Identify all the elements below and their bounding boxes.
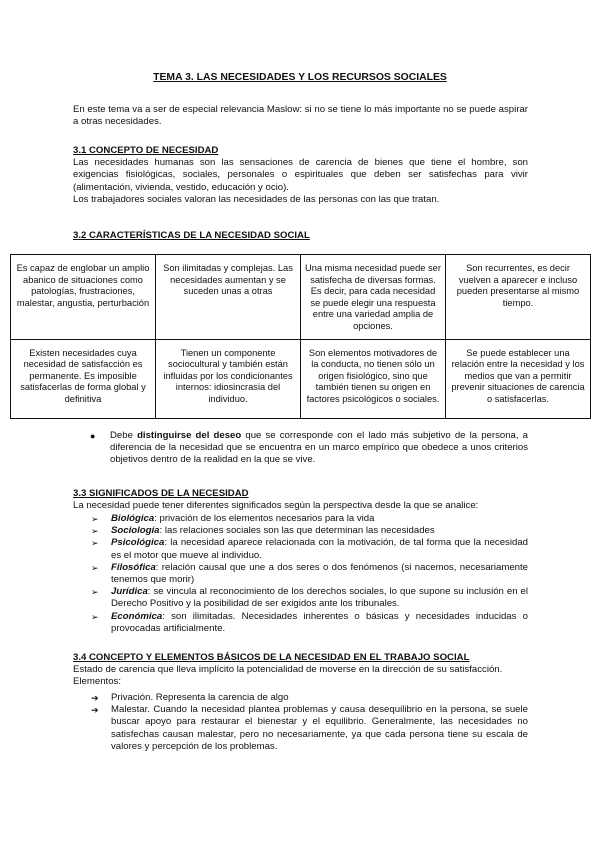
term: Económica — [111, 610, 163, 622]
definition: : relación causal que une a dos seres o dos fenómenos (si nacemos, necesariamente tenemos que morir) — [111, 561, 528, 586]
paragraph: Los trabajadores sociales valoran las necesidades de las personas con las que tratan. — [73, 193, 440, 205]
meanings-list — [91, 513, 528, 635]
table-row — [11, 339, 591, 418]
arrow-bullet-icon: ➢ — [91, 526, 99, 537]
arrow-bullet-icon: ➢ — [91, 562, 99, 573]
arrow-bullet-icon: ➔ — [91, 705, 99, 716]
list-item — [91, 525, 528, 537]
table-cell: Tienen un componente sociocultural y también están influidas por los condicionantes internos: idiosincrasia del individuo. — [156, 339, 301, 418]
list-item — [91, 537, 528, 561]
section-3-2-heading — [73, 230, 528, 242]
table-cell: Una misma necesidad puede ser satisfecha de diversas formas. Es decir, para cada necesidad se puede elegir una respuesta entre una variedad amplia de opciones. — [301, 255, 446, 340]
term: Psicológica — [111, 537, 165, 549]
term: Jurídica — [111, 586, 148, 598]
section-heading: 3.1 CONCEPTO DE NECESIDAD — [73, 145, 219, 156]
bullet-list — [90, 430, 528, 467]
list-item — [91, 611, 528, 635]
section-heading: 3.4 CONCEPTO Y ELEMENTOS BÁSICOS DE LA NECESIDAD EN EL TRABAJO SOCIAL — [73, 652, 470, 663]
characteristics-table — [10, 254, 591, 419]
definition: : se vincula al reconocimiento de los derechos sociales, lo que supone su inclusión en el Derecho Positivo y la posibilidad de ser exigidos ante los tribunales. — [111, 586, 528, 610]
paragraph: Las necesidades humanas son las sensaciones de carencia de bienes que tiene el hombre, son exigencias fisiológicas, sociales, personales o espirituales que deben ser satisfechas para vivir (alimentación, vivienda, vestido, educación y ocio). — [73, 157, 528, 193]
bullet-icon: ● — [90, 431, 96, 441]
arrow-bullet-icon: ➢ — [91, 514, 99, 524]
term: Filosófica — [111, 561, 156, 573]
section-3-1 — [73, 145, 528, 206]
table-cell: Son ilimitadas y complejas. Las necesidades aumentan y se suceden unas a otras — [156, 255, 301, 340]
bullet-text: que se corresponde con el lado más subjetivo de la persona, a diferencia de la necesidad que se encuentra en un marco empírico que obedece a unos criterios objetivos dentro de la realidad en la que se vive. — [110, 430, 529, 466]
table-cell: Son recurrentes, es decir vuelven a aparecer e incluso pueden presentarse al mismo tiempo. — [446, 255, 591, 340]
table-row — [11, 255, 591, 340]
term: Sociología — [111, 525, 160, 537]
paragraph: La necesidad puede tener diferentes significados según la perspectiva desde la que se analice: — [73, 500, 479, 512]
section-3-3 — [73, 488, 528, 512]
table-cell: Se puede establecer una relación entre la necesidad y los medios que van a permitir prevenir situaciones de carencia o satisfacerlas. — [446, 339, 591, 418]
list-item — [91, 562, 528, 586]
definition: : privación de los elementos necesarios para la vida — [154, 513, 375, 524]
bullet-text: Debe — [110, 430, 138, 441]
intro-paragraph: En este tema va a ser de especial relevancia Maslow: si no se tiene lo más importante no se puede aspirar a otras necesidades. — [73, 104, 528, 128]
paragraph: Elementos: — [73, 676, 121, 688]
arrow-bullet-icon: ➢ — [91, 587, 99, 598]
element-text: Privación. Representa la carencia de algo — [111, 692, 289, 703]
arrow-bullet-icon: ➔ — [91, 693, 99, 703]
paragraph: Estado de carencia que lleva implícito la potencialidad de moverse en la dirección de su satisfacción. — [73, 664, 503, 676]
definition: : las relaciones sociales son las que determinan las necesidades — [159, 525, 435, 537]
bullet-bold-text: distinguirse del deseo — [137, 430, 242, 441]
list-item — [90, 430, 528, 467]
section-heading: 3.3 SIGNIFICADOS DE LA NECESIDAD — [73, 488, 249, 499]
arrow-bullet-icon: ➢ — [91, 538, 99, 549]
table-cell: Son elementos motivadores de la conducta, no tienen sólo un origen fisiológico, sino que también tienen su origen en factores psicológicos o sociales. — [301, 339, 446, 418]
list-item — [91, 586, 528, 610]
table-cell: Existen necesidades cuya necesidad de satisfacción es permanente. Es imposible satisfacerlas de forma global y definitiva — [11, 339, 156, 418]
section-heading: 3.2 CARACTERÍSTICAS DE LA NECESIDAD SOCIAL — [73, 230, 310, 241]
term: Biológica — [111, 513, 155, 524]
list-item — [91, 704, 528, 753]
definition: : son ilimitadas. Necesidades inherentes o básicas y necesidades inducidas o provocadas artificialmente. — [111, 610, 528, 634]
table-cell: Es capaz de englobar un amplio abanico de situaciones como patologías, frustraciones, malestar, angustia, perturbación — [11, 255, 156, 340]
definition: : la necesidad aparece relacionada con la motivación, de tal forma que la necesidad es el motor que mueve al individuo. — [111, 537, 528, 561]
list-item — [91, 692, 528, 704]
element-text: Malestar. Cuando la necesidad plantea problemas y causa desequilibrio en la persona, se suele buscar apoyo para restaurar el bienestar y el equilibrio. Generalmente, las necesidades no satisfechas causan malestar, pero no necesariamente, ya que cada persona tiene su escala de valores y percepción de los problemas. — [111, 704, 528, 752]
elements-list — [91, 692, 528, 753]
document-title: TEMA 3. LAS NECESIDADES Y LOS RECURSOS SOCIALES — [153, 72, 447, 83]
arrow-bullet-icon: ➢ — [91, 611, 99, 622]
section-3-4 — [73, 652, 528, 689]
list-item — [91, 513, 528, 525]
bullet-deseo — [90, 430, 528, 467]
